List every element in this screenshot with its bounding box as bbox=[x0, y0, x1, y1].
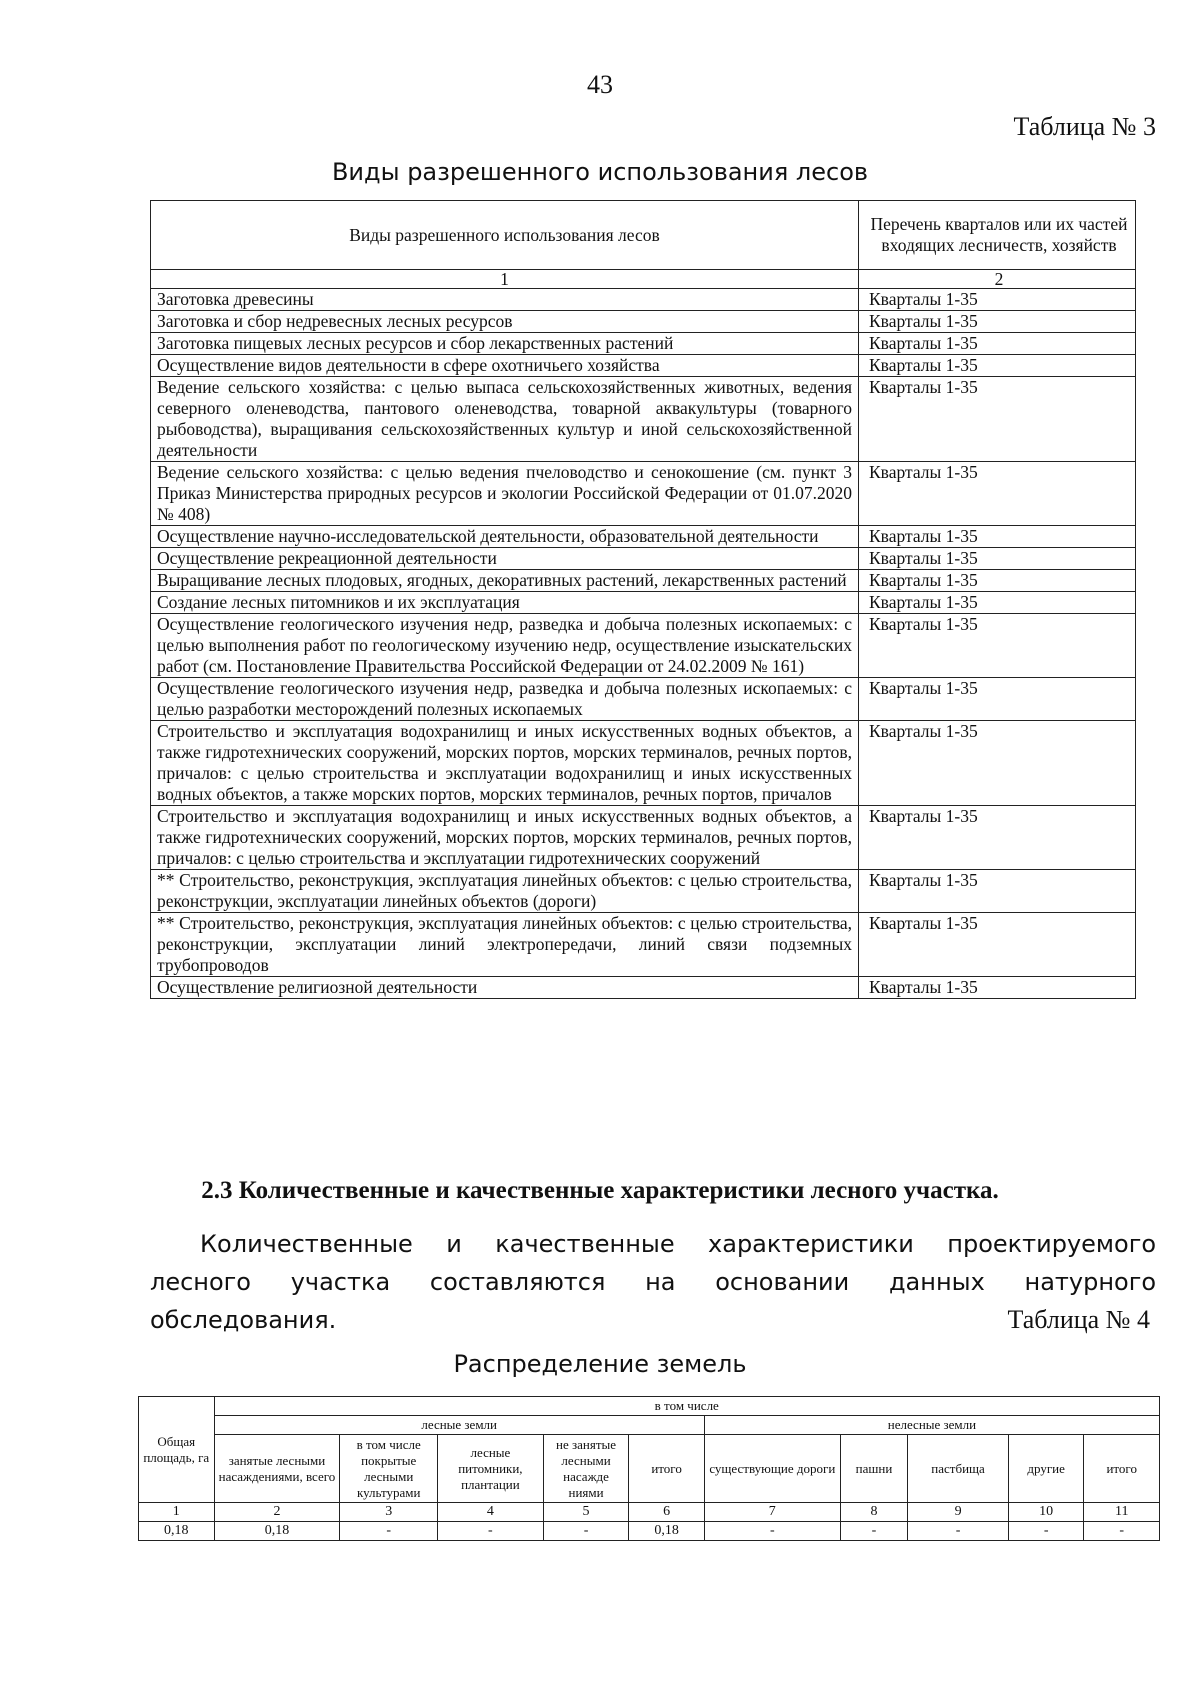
table4-header-row-1 bbox=[139, 1397, 1160, 1416]
table4-value: 0,18 bbox=[629, 1522, 705, 1541]
table3-row bbox=[151, 678, 1136, 721]
table3-row bbox=[151, 462, 1136, 526]
quarters-list: Кварталы 1-35 bbox=[859, 548, 1136, 570]
quarters-list: Кварталы 1-35 bbox=[859, 289, 1136, 311]
quarters-list: Кварталы 1-35 bbox=[859, 678, 1136, 721]
table4-value-row bbox=[139, 1522, 1160, 1541]
forest-use-type: Строительство и эксплуатация водохранилищ и иных искусственных водных объектов, а также гидротехнических сооружений, морских портов, морских терминалов, речных портов, причалов: с целью строительства и эксплуатации гидротехнических сооружений bbox=[151, 806, 859, 870]
forest-use-type: ** Строительство, реконструкция, эксплуатация линейных объектов: с целью строительства, реконструкции, эксплуатации линейных объектов (дороги) bbox=[151, 870, 859, 913]
table4-value: - bbox=[438, 1522, 544, 1541]
table4-colnum: 9 bbox=[908, 1503, 1009, 1522]
table3-row bbox=[151, 548, 1136, 570]
forest-use-type: Ведение сельского хозяйства: с целью ведения пчеловодство и сенокошение (см. пункт 3 Приказ Министерства природных ресурсов и экологии Российской Федерации от 01.07.2020 № 408) bbox=[151, 462, 859, 526]
forest-use-type: Создание лесных питомников и их эксплуатация bbox=[151, 592, 859, 614]
table4-colnum: 4 bbox=[438, 1503, 544, 1522]
table3-row bbox=[151, 913, 1136, 977]
page-number: 43 bbox=[587, 70, 613, 99]
forest-use-type: Осуществление геологического изучения недр, разведка и добыча полезных ископаемых: с целью выполнения работ по геологическому изучению недр, осуществление изыскательских работ (см. Постановление Правительства Российской Федерации от 24.02.2009 № 161) bbox=[151, 614, 859, 678]
table4-header-forest-lands: лесные земли bbox=[214, 1416, 704, 1435]
table3-header-row bbox=[151, 201, 1136, 270]
quarters-list: Кварталы 1-35 bbox=[859, 526, 1136, 548]
forest-use-type: Осуществление видов деятельности в сфере охотничьего хозяйства bbox=[151, 355, 859, 377]
quarters-list: Кварталы 1-35 bbox=[859, 377, 1136, 462]
quarters-list: Кварталы 1-35 bbox=[859, 614, 1136, 678]
table4-header-including: в том числе bbox=[214, 1397, 1159, 1416]
table4-header-row-2 bbox=[139, 1416, 1160, 1435]
table4-value: - bbox=[704, 1522, 840, 1541]
table4-forest-col-header: занятые лесными насаждениями, всего bbox=[214, 1435, 340, 1503]
quarters-list: Кварталы 1-35 bbox=[859, 913, 1136, 977]
table4-nonforest-col-header: пастбища bbox=[908, 1435, 1009, 1503]
table4-value: 0,18 bbox=[214, 1522, 340, 1541]
table3-colnum-row bbox=[151, 270, 1136, 289]
quarters-list: Кварталы 1-35 bbox=[859, 570, 1136, 592]
table4-colnum-row bbox=[139, 1503, 1160, 1522]
table4-header-row-3 bbox=[139, 1435, 1160, 1503]
table3-header-col2: Перечень кварталов или их частей входящих лесничеств, хозяйств bbox=[859, 201, 1136, 270]
land-distribution-table bbox=[138, 1396, 1160, 1541]
forest-use-type: Осуществление религиозной деятельности bbox=[151, 977, 859, 999]
table3-row bbox=[151, 377, 1136, 462]
forest-use-type: ** Строительство, реконструкция, эксплуатация линейных объектов: с целью строительства, реконструкции, эксплуатации линий электропередачи, линий связи подземных трубопроводов bbox=[151, 913, 859, 977]
table4-value: 0,18 bbox=[139, 1522, 215, 1541]
forest-use-type: Заготовка и сбор недревесных лесных ресурсов bbox=[151, 311, 859, 333]
quarters-list: Кварталы 1-35 bbox=[859, 977, 1136, 999]
quarters-list: Кварталы 1-35 bbox=[859, 355, 1136, 377]
table4-value: - bbox=[1084, 1522, 1160, 1541]
table3-colnum-2: 2 bbox=[859, 270, 1136, 289]
table4-nonforest-col-header: итого bbox=[1084, 1435, 1160, 1503]
table3-row bbox=[151, 614, 1136, 678]
table3-row bbox=[151, 721, 1136, 806]
table3-row bbox=[151, 289, 1136, 311]
table4-value: - bbox=[1008, 1522, 1084, 1541]
table3-row bbox=[151, 806, 1136, 870]
quarters-list: Кварталы 1-35 bbox=[859, 311, 1136, 333]
forest-use-type: Осуществление научно-исследовательской деятельности, образовательной деятельности bbox=[151, 526, 859, 548]
quarters-list: Кварталы 1-35 bbox=[859, 806, 1136, 870]
table4-colnum: 8 bbox=[840, 1503, 907, 1522]
quarters-list: Кварталы 1-35 bbox=[859, 870, 1136, 913]
section-heading: 2.3 Количественные и качественные характеристики лесного участка. bbox=[201, 1177, 999, 1204]
forest-use-type: Осуществление рекреационной деятельности bbox=[151, 548, 859, 570]
table4-colnum: 10 bbox=[1008, 1503, 1084, 1522]
table4-header-total-area: Общая площадь, га bbox=[139, 1397, 215, 1503]
table3-row bbox=[151, 977, 1136, 999]
forest-use-type: Строительство и эксплуатация водохранилищ и иных искусственных водных объектов, а также гидротехнических сооружений, морских портов, морских терминалов, речных портов, причалов: с целью строительства и эксплуатации водохранилищ и иных искусственных водных объектов, а также морских портов, морских терминалов, речных портов, причалов bbox=[151, 721, 859, 806]
table3-row bbox=[151, 355, 1136, 377]
table3-colnum-1: 1 bbox=[151, 270, 859, 289]
table3-header-col1: Виды разрешенного использования лесов bbox=[151, 201, 859, 270]
section-paragraph: Количественные и качественные характеристики проектируемого лесного участка составляются на основании данных натурного обследования. bbox=[150, 1230, 1156, 1334]
table3-row bbox=[151, 592, 1136, 614]
table4-value: - bbox=[908, 1522, 1009, 1541]
table3-title: Виды разрешенного использования лесов bbox=[331, 158, 869, 186]
forest-use-table bbox=[150, 200, 1136, 999]
table4-colnum: 5 bbox=[543, 1503, 629, 1522]
quarters-list: Кварталы 1-35 bbox=[859, 462, 1136, 526]
table4-forest-col-header: в том числе покрытые лесными культурами bbox=[340, 1435, 438, 1503]
table4-forest-col-header: лесные питомники, плантации bbox=[438, 1435, 544, 1503]
table4-value: - bbox=[543, 1522, 629, 1541]
table4-header-nonforest-lands: нелесные земли bbox=[704, 1416, 1159, 1435]
table3-row bbox=[151, 333, 1136, 355]
table4-colnum: 3 bbox=[340, 1503, 438, 1522]
table4-value: - bbox=[340, 1522, 438, 1541]
table4-forest-col-header: итого bbox=[629, 1435, 705, 1503]
forest-use-type: Заготовка древесины bbox=[151, 289, 859, 311]
table4-forest-col-header: не занятые лесными насажде ниями bbox=[543, 1435, 629, 1503]
quarters-list: Кварталы 1-35 bbox=[859, 721, 1136, 806]
forest-use-type: Осуществление геологического изучения недр, разведка и добыча полезных ископаемых: с целью разработки месторождений полезных ископаемых bbox=[151, 678, 859, 721]
table4-title: Распределение земель bbox=[453, 1350, 747, 1378]
table4-nonforest-col-header: пашни bbox=[840, 1435, 907, 1503]
table3-row bbox=[151, 311, 1136, 333]
forest-use-type: Ведение сельского хозяйства: с целью выпаса сельскохозяйственных животных, ведения северного оленеводства, пантового оленеводства, товарной аквакультуры (товарного рыбоводства), выращивания сельскохозяйственных культур и иной сельскохозяйственной деятельности bbox=[151, 377, 859, 462]
table4-nonforest-col-header: другие bbox=[1008, 1435, 1084, 1503]
table3-row bbox=[151, 570, 1136, 592]
table4-colnum: 6 bbox=[629, 1503, 705, 1522]
table4-nonforest-col-header: существующие дороги bbox=[704, 1435, 840, 1503]
table3-label: Таблица № 3 bbox=[1013, 112, 1156, 141]
table3-row bbox=[151, 526, 1136, 548]
forest-use-type: Выращивание лесных плодовых, ягодных, декоративных растений, лекарственных растений bbox=[151, 570, 859, 592]
quarters-list: Кварталы 1-35 bbox=[859, 592, 1136, 614]
table4-colnum: 7 bbox=[704, 1503, 840, 1522]
quarters-list: Кварталы 1-35 bbox=[859, 333, 1136, 355]
table3-row bbox=[151, 870, 1136, 913]
table4-colnum: 2 bbox=[214, 1503, 340, 1522]
table4-colnum: 1 bbox=[139, 1503, 215, 1522]
table4-value: - bbox=[840, 1522, 907, 1541]
table4-colnum: 11 bbox=[1084, 1503, 1160, 1522]
table4-label: Таблица № 4 bbox=[1007, 1305, 1150, 1334]
forest-use-type: Заготовка пищевых лесных ресурсов и сбор лекарственных растений bbox=[151, 333, 859, 355]
